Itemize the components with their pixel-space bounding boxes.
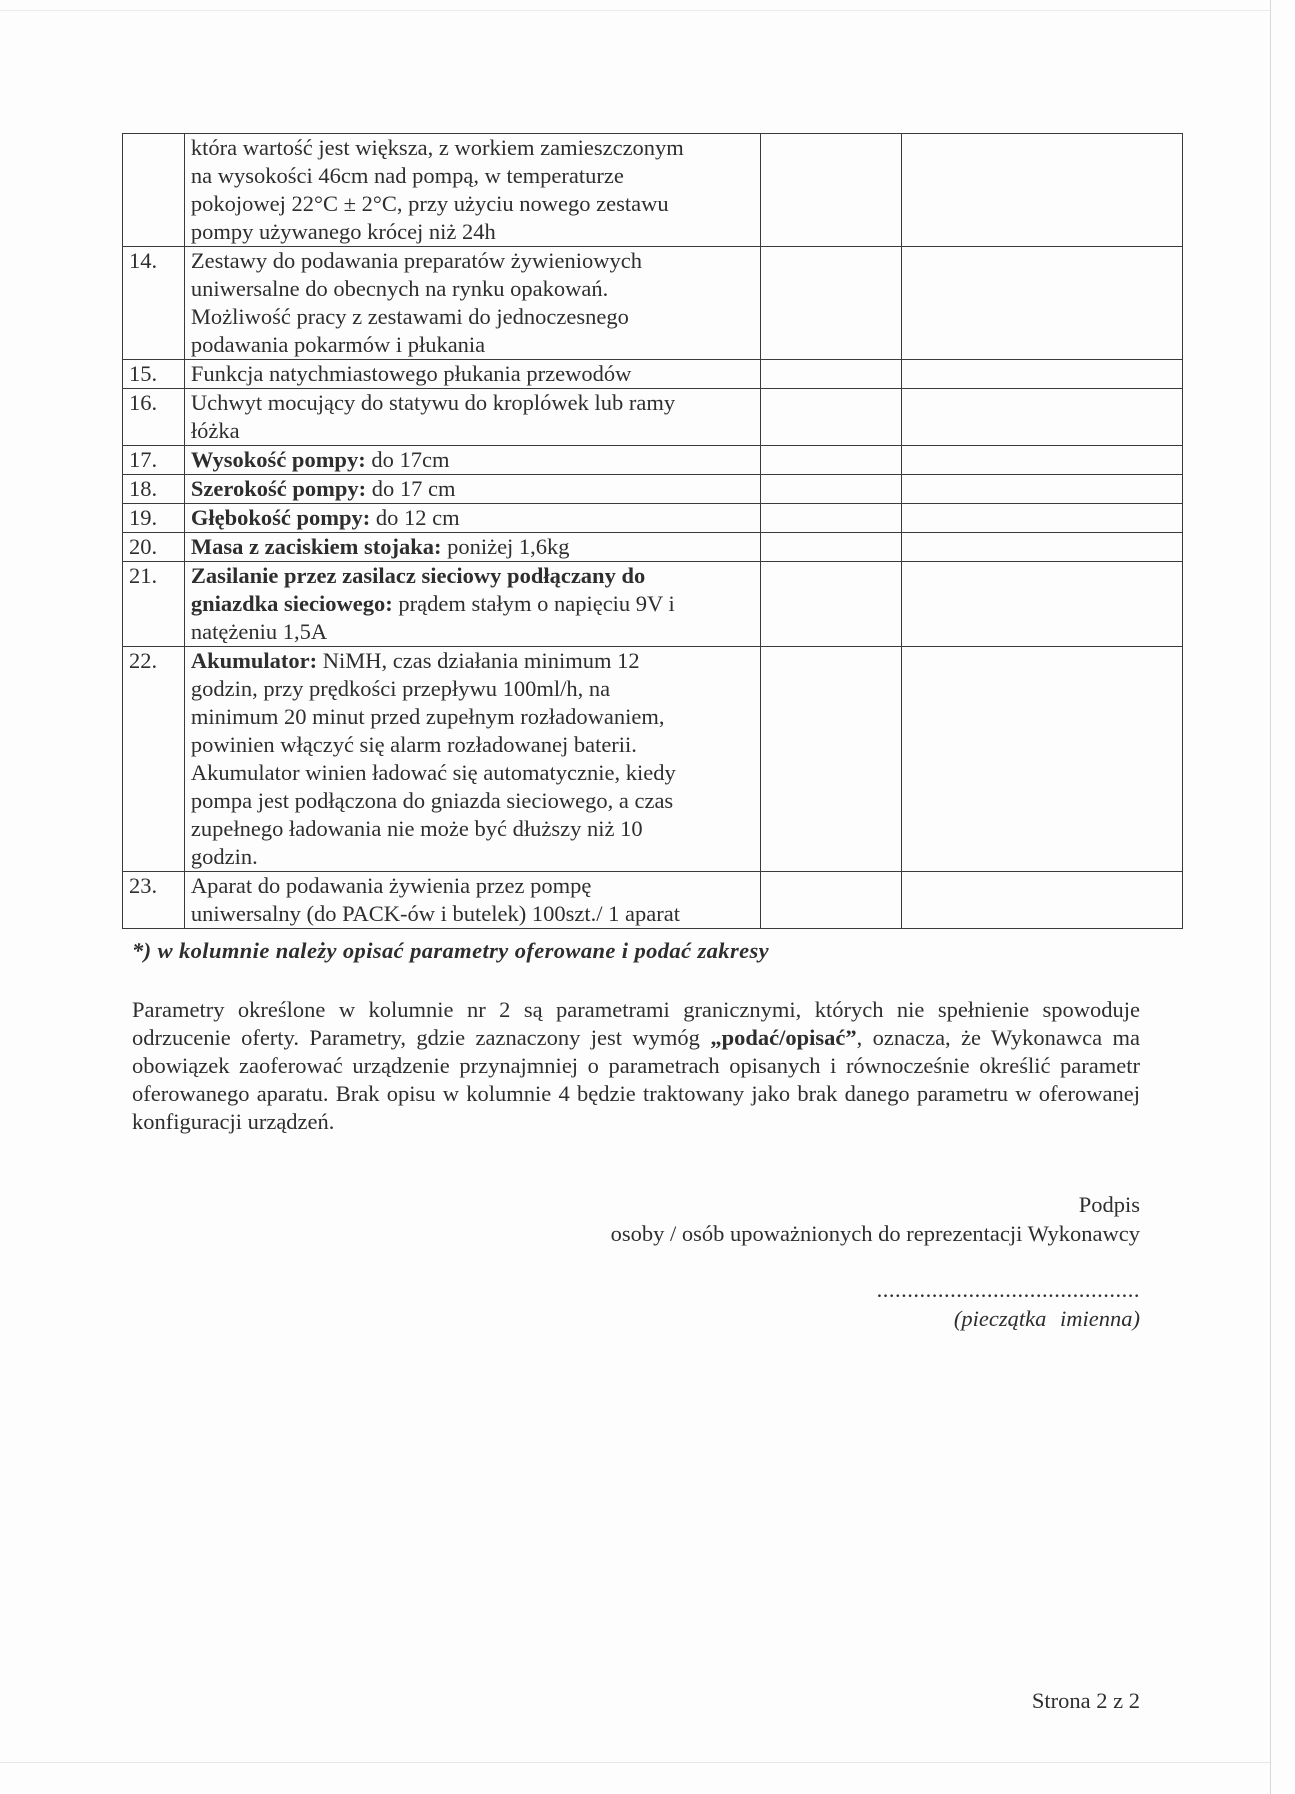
specification-table: [122, 133, 1183, 929]
row-gap-cell: [761, 872, 902, 929]
description-line: [191, 218, 754, 246]
row-number: 17.: [123, 446, 185, 475]
signature-stamp-label: (pieczątka imienna): [953, 1306, 1140, 1331]
row-offered-parameter-cell[interactable]: [902, 533, 1183, 562]
table-row: [123, 647, 1183, 872]
description-text: poniżej 1,6kg: [441, 534, 570, 559]
description-text: NiMH, czas działania minimum 12: [317, 648, 640, 673]
signature-description: osoby / osób upoważnionych do reprezentacji Wykonawcy: [610, 1221, 1140, 1246]
description-line: [191, 787, 754, 815]
specification-table-body: [123, 134, 1183, 929]
row-description: [184, 475, 760, 504]
table-row: [123, 360, 1183, 389]
row-gap-cell: [761, 475, 902, 504]
description-line: [191, 303, 754, 331]
table-row: [123, 446, 1183, 475]
description-bold-text: Głębokość pompy:: [190, 505, 371, 530]
description-text: pompy używanego krócej niż 24h: [190, 219, 496, 244]
description-line: [191, 190, 754, 218]
description-line: [191, 446, 754, 474]
table-row: [123, 872, 1183, 929]
description-text: na wysokości 46cm nad pompą, w temperaturze: [190, 163, 624, 188]
description-text: pokojowej 22°C ± 2°C, przy użyciu nowego zestawu: [190, 191, 669, 216]
description-text: Funkcja natychmiastowego płukania przewodów: [190, 361, 632, 386]
scan-edge-top: [0, 10, 1270, 11]
description-text: minimum 20 minut przed zupełnym rozładowaniem,: [190, 704, 665, 729]
row-number: 14.: [123, 247, 185, 360]
row-offered-parameter-cell[interactable]: [902, 647, 1183, 872]
description-line: [191, 504, 754, 532]
description-text: natężeniu 1,5A: [190, 619, 328, 644]
description-text: Możliwość pracy z zestawami do jednoczesnego: [190, 304, 629, 329]
row-offered-parameter-cell[interactable]: [902, 872, 1183, 929]
description-bold-text: Masa z zaciskiem stojaka:: [190, 534, 442, 559]
description-line: [191, 275, 754, 303]
description-line: [191, 843, 754, 871]
description-line: [191, 162, 754, 190]
description-text: pompa jest podłączona do gniazda sieciowego, a czas: [190, 788, 674, 813]
row-gap-cell: [761, 389, 902, 446]
description-text: do 17cm: [365, 447, 450, 472]
description-text: do 17 cm: [366, 476, 456, 501]
description-text: Uchwyt mocujący do statywu do kroplówek lub ramy: [190, 390, 676, 415]
description-text: zupełnego ładowania nie może być dłuższy niż 10: [190, 816, 643, 841]
row-offered-parameter-cell[interactable]: [902, 360, 1183, 389]
row-description: [184, 446, 760, 475]
row-number: 19.: [123, 504, 185, 533]
row-offered-parameter-cell[interactable]: [902, 475, 1183, 504]
row-offered-parameter-cell[interactable]: [902, 562, 1183, 647]
page-number: Strona 2 z 2: [1031, 1688, 1140, 1713]
description-line: [191, 331, 754, 359]
row-offered-parameter-cell[interactable]: [902, 446, 1183, 475]
scan-edge-right: [1270, 0, 1271, 1794]
row-offered-parameter-cell[interactable]: [902, 504, 1183, 533]
signature-title: Podpis: [1078, 1192, 1140, 1217]
row-gap-cell: [761, 504, 902, 533]
description-line: [191, 475, 754, 503]
requirements-paragraph: [132, 996, 1140, 1136]
row-offered-parameter-cell[interactable]: [902, 247, 1183, 360]
row-number: 18.: [123, 475, 185, 504]
description-text: uniwersalne do obecnych na rynku opakowań.: [190, 276, 609, 301]
description-text: Akumulator winien ładować się automatycznie, kiedy: [190, 760, 676, 785]
description-line: [191, 647, 754, 675]
description-text: prądem stałym o napięciu 9V i: [392, 591, 675, 616]
description-line: [191, 417, 754, 445]
row-description: [184, 647, 760, 872]
description-text: do 12 cm: [370, 505, 460, 530]
description-bold-text: gniazdka sieciowego:: [190, 591, 393, 616]
row-description: [184, 562, 760, 647]
table-row: [123, 533, 1183, 562]
footnote: *) w kolumnie należy opisać parametry oferowane i podać zakresy: [132, 938, 770, 963]
description-line: [191, 562, 754, 590]
description-line: [191, 675, 754, 703]
table-row: [123, 134, 1183, 247]
description-line: [191, 389, 754, 417]
description-text: uniwersalny (do PACK-ów i butelek) 100szt./ 1 aparat: [190, 901, 680, 926]
table-row: [123, 475, 1183, 504]
description-bold-text: Zasilanie przez zasilacz sieciowy podłączany do: [190, 563, 646, 588]
row-description: [184, 872, 760, 929]
row-offered-parameter-cell[interactable]: [902, 389, 1183, 446]
description-line: [191, 134, 754, 162]
table-row: [123, 389, 1183, 446]
row-number: 16.: [123, 389, 185, 446]
paragraph-text-after: , oznacza, że Wykonawca ma obowiązek zaoferować urządzenie przynajmniej o parametrach opisanych i równocześnie określić parametr oferowanego aparatu. Brak opisu w kolumnie 4 będzie traktowany jako brak danego parametru w oferowanej konfiguracji urządzeń.: [132, 1025, 1140, 1134]
row-gap-cell: [761, 134, 902, 247]
row-number: [123, 134, 185, 247]
row-gap-cell: [761, 562, 902, 647]
row-gap-cell: [761, 360, 902, 389]
description-line: [191, 900, 754, 928]
row-description: [184, 247, 760, 360]
description-bold-text: Szerokość pompy:: [190, 476, 367, 501]
description-text: łóżka: [190, 418, 240, 443]
description-line: [191, 759, 754, 787]
description-line: [191, 590, 754, 618]
description-line: [191, 872, 754, 900]
row-number: 21.: [123, 562, 185, 647]
row-number: 22.: [123, 647, 185, 872]
description-line: [191, 618, 754, 646]
description-text: Aparat do podawania żywienia przez pompę: [190, 873, 592, 898]
description-line: [191, 247, 754, 275]
description-bold-text: Wysokość pompy:: [190, 447, 366, 472]
description-bold-text: Akumulator:: [190, 648, 318, 673]
row-offered-parameter-cell[interactable]: [902, 134, 1183, 247]
description-text: powinien włączyć się alarm rozładowanej baterii.: [190, 732, 637, 757]
paragraph-text-before: Parametry określone w kolumnie nr 2 są parametrami granicznymi, których nie spełnienie spowoduje odrzucenie oferty. Parametry, gdzie zaznaczony jest wymóg: [132, 997, 1140, 1050]
row-gap-cell: [761, 647, 902, 872]
row-description: [184, 134, 760, 247]
description-text: która wartość jest większa, z workiem zamieszczonym: [190, 135, 684, 160]
table-row: [123, 247, 1183, 360]
row-description: [184, 389, 760, 446]
description-line: [191, 360, 754, 388]
description-text: godzin, przy prędkości przepływu 100ml/h, na: [190, 676, 611, 701]
row-gap-cell: [761, 446, 902, 475]
table-row: [123, 504, 1183, 533]
description-line: [191, 731, 754, 759]
row-description: [184, 533, 760, 562]
description-line: [191, 815, 754, 843]
description-text: podawania pokarmów i płukania: [190, 332, 486, 357]
row-gap-cell: [761, 533, 902, 562]
row-number: 15.: [123, 360, 185, 389]
scan-edge-bottom: [0, 1762, 1270, 1763]
row-number: 23.: [123, 872, 185, 929]
row-description: [184, 504, 760, 533]
row-number: 20.: [123, 533, 185, 562]
description-text: godzin.: [190, 844, 258, 869]
row-description: [184, 360, 760, 389]
description-line: [191, 533, 754, 561]
signature-dotted-line: ...........................................: [876, 1277, 1140, 1302]
description-text: Zestawy do podawania preparatów żywieniowych: [190, 248, 642, 273]
table-row: [123, 562, 1183, 647]
paragraph-text-bold: „podać/opisać”: [710, 1025, 857, 1050]
description-line: [191, 703, 754, 731]
row-gap-cell: [761, 247, 902, 360]
